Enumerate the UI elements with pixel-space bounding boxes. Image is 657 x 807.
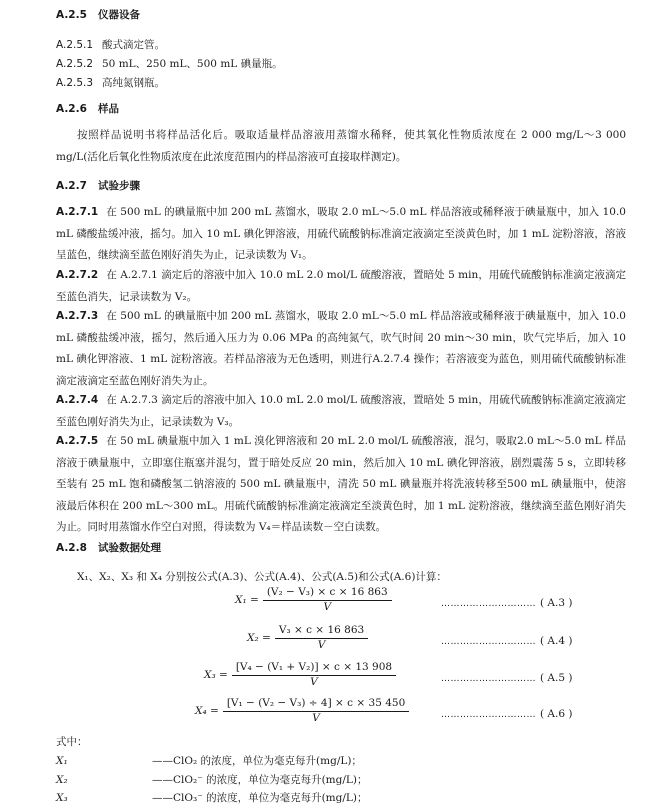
equation-lhs: X₂ = [247,632,271,644]
equation-a6 [195,697,409,725]
definition-row [56,791,367,806]
section-number: A.2.7 [56,180,87,192]
denominator: V [323,601,332,613]
definition-text: ——ClO₃⁻ 的浓度，单位为毫克每升(mg/L)； [152,792,368,804]
step-paragraph [56,202,626,267]
definition-row [56,773,367,788]
definition-text: ——ClO₂⁻ 的浓度，单位为毫克每升(mg/L)； [152,774,368,786]
equation-number: ( A.5 ) [540,672,573,684]
equation-number: ( A.4 ) [540,635,573,647]
leader-dots: ………………………… [441,710,536,720]
section-title: 仪器设备 [98,9,140,21]
definition-row [56,754,362,769]
fraction [263,586,392,614]
numerator: [V₄ − (V₁ + V₂)] × c × 13 908 [232,661,396,676]
step-text: 在 A.2.7.3 滴定后的溶液中加入 10.0 mL 2.0 mol/L 硫酸溶液，置暗处 5 min，用硫代硫酸钠标准滴定液滴定至蓝色刚好消失为止，记录读数为 V₃。 [56,394,626,428]
section-number: A.2.5 [56,9,87,21]
step-paragraph [56,306,626,392]
fraction [275,624,368,652]
numerator: [V₁ − (V₂ − V₃) ÷ 4] × c × 35 450 [223,697,409,712]
formula-intro: X₁、X₂、X₃ 和 X₄ 分别按公式(A.3)、公式(A.4)、公式(A.5)和公式(A.6)计算： [77,571,447,583]
step-text: 在 50 mL 碘量瓶中加入 1 mL 溴化钾溶液和 20 mL 2.0 mol/L 硫酸溶液，混匀，吸取2.0 mL～5.0 mL 样品溶液于碘量瓶中，立即塞住瓶塞并混匀，置于暗处反应 20 min，然后加入 10 mL 碘化钾溶液，剧烈震荡 5 s，立即转移至装有 25 mL 饱和磷酸氢二钠溶液的 500 mL 碘量瓶中，清洗 50 mL 碘量瓶并将洗液转移至500 mL 碘量瓶中，使溶液最后体积在 200 mL～300 mL。用硫代硫酸钠标准滴定液滴定至淡黄色时，加 1 mL 淀粉溶液，继续滴至蓝色刚好消失为止。同时用蒸馏水作空白对照，得读数为 V₄＝样品读数－空白读数。 [56,435,626,533]
section-heading-a27 [56,179,627,194]
step-paragraph [56,431,626,539]
fraction [232,661,396,689]
step-text: 在 500 mL 的碘量瓶中加 200 mL 蒸馏水，吸取 2.0 mL～5.0 mL 样品溶液或稀释液于碘量瓶中，加入 10.0 mL 磷酸盐缓冲液，摇匀，然后通入压力为 0.06 MPa 的高纯氮气，吹气时间 20 min～30 min，吹气完毕后，加入 10 mL 碘化钾溶液、1 mL 淀粉溶液。若样品溶液为无色透明，则进行A.2.7.4 操作；若溶液变为蓝色，则用硫代硫酸钠标准滴定液滴定至蓝色刚好消失为止。 [56,310,626,387]
equation-a4 [247,624,368,652]
definition-symbol: X₁ [56,755,68,767]
denominator: V [312,712,320,724]
item-number: A.2.5.3 [56,77,94,89]
section-heading-a25 [56,8,627,23]
definition-text: ——ClO₂ 的浓度，单位为毫克每升(mg/L)； [152,755,362,767]
equation-number: ( A.6 ) [540,708,573,720]
section-number: A.2.8 [56,542,87,554]
leader-dots: ………………………… [441,637,536,647]
section-title: 试验数据处理 [98,542,161,554]
list-item [56,76,627,91]
leader-dots: ………………………… [441,674,536,684]
denominator: V [317,639,326,651]
item-text: 酸式滴定管。 [102,39,165,51]
denominator: V [310,676,318,688]
section-title: 试验步骤 [98,180,140,192]
step-number: A.2.7.4 [56,394,99,406]
equation-lhs: X₃ = [204,669,228,681]
sample-paragraph: 按照样品说明书将样品活化后。吸取适量样品溶液用蒸馏水稀释，使其氧化性物质浓度在 2 000 mg/L～3 000 mg/L(活化后氧化性物质浓度在此浓度范围内的样品溶液可直接取样测定)。 [56,129,626,163]
item-text: 50 mL、250 mL、500 mL 碘量瓶。 [102,58,283,70]
list-item [56,38,627,53]
where-label: 式中： [56,736,88,748]
definition-symbol: X₂ [56,774,68,786]
item-number: A.2.5.1 [56,39,94,51]
equation-lhs: X₄ = [195,705,219,717]
section-heading-a26 [56,102,627,117]
equation-a5 [204,661,396,689]
item-text: 高纯氮钢瓶。 [102,77,165,89]
equation-a3 [235,586,392,614]
section-heading-a28 [56,541,627,556]
equation-lhs: X₁ = [235,594,259,606]
step-number: A.2.7.1 [56,206,99,218]
step-number: A.2.7.3 [56,310,99,322]
step-text: 在 500 mL 的碘量瓶中加 200 mL 蒸馏水，吸取 2.0 mL～5.0 mL 样品溶液或稀释液于碘量瓶中，加入 10.0 mL 磷酸盐缓冲液，摇匀。加入 10 mL 碘化钾溶液，用硫代硫酸钠标准滴定液滴定至淡黄色时，加 1 mL 淀粉溶液，溶液呈蓝色，继续滴至蓝色刚好消失为止，记录读数为 V₁。 [56,206,626,261]
step-paragraph [56,265,626,308]
numerator: V₃ × c × 16 863 [275,624,368,639]
step-number: A.2.7.5 [56,435,99,447]
definition-symbol: X₃ [56,792,68,804]
step-number: A.2.7.2 [56,269,99,281]
step-text: 在 A.2.7.1 滴定后的溶液中加入 10.0 mL 2.0 mol/L 硫酸溶液，置暗处 5 min，用硫代硫酸钠标准滴定液滴定至蓝色消失，记录读数为 V₂。 [56,269,626,303]
list-item [56,57,627,72]
section-number: A.2.6 [56,103,87,115]
fraction [223,697,409,725]
step-paragraph [56,390,626,433]
leader-dots: ………………………… [441,599,536,609]
numerator: (V₂ − V₃) × c × 16 863 [263,586,392,601]
item-number: A.2.5.2 [56,58,94,70]
section-title: 样品 [98,103,119,115]
equation-number: ( A.3 ) [540,597,573,609]
